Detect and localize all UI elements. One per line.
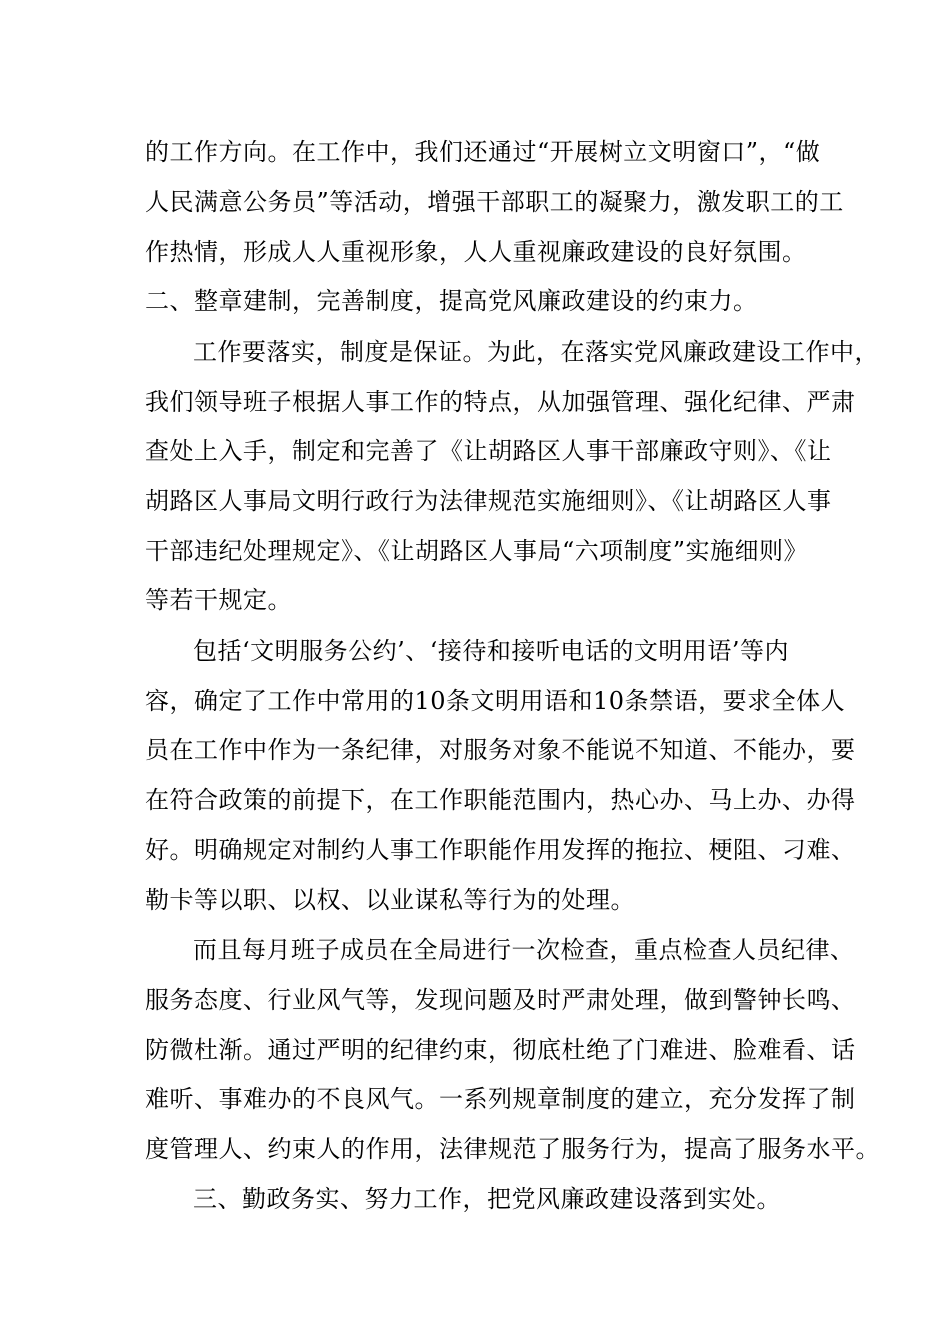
- text-line: 容，确定了工作中常用的10条文明用语和10条禁语，要求全体人: [145, 687, 846, 715]
- text-line: 度管理人、约束人的作用，法律规范了服务行为，提高了服务水平。: [145, 1135, 880, 1163]
- text-line: 作热情，形成人人重视形象，人人重视廉政建设的良好氛围。: [145, 238, 807, 266]
- text-line: 人民满意公务员”等活动，增强干部职工的凝聚力，激发职工的工: [145, 188, 844, 216]
- text-line: 在符合政策的前提下，在工作职能范围内，热心办、马上办、办得: [145, 786, 856, 814]
- paragraph-start-line: 包括‘文明服务公约’、‘接待和接听电话的文明用语’等内: [193, 637, 790, 665]
- text-line: 的工作方向。在工作中，我们还通过“开展树立文明窗口”，“做: [145, 138, 821, 166]
- paragraph-start-line: 工作要落实，制度是保证。为此，在落实党风廉政建设工作中，: [193, 338, 879, 366]
- text-line: 好。明确规定对制约人事工作职能作用发挥的拖拉、梗阻、刁难、: [145, 836, 856, 864]
- text-line: 胡路区人事局文明行政行为法律规范实施细则》、《让胡路区人事: [145, 487, 832, 515]
- text-line: 难听、事难办的不良风气。一系列规章制度的建立，充分发挥了制: [145, 1085, 856, 1113]
- text-line: 干部违纪处理规定》、《让胡路区人事局“六项制度”实施细则》: [145, 537, 809, 565]
- section-heading: 三、勤政务实、努力工作，把党风廉政建设落到实处。: [193, 1185, 781, 1213]
- text-line: 勒卡等以职、以权、以业谋私等行为的处理。: [145, 886, 635, 914]
- text-line: 防微杜渐。通过严明的纪律约束，彻底杜绝了门难进、脸难看、话: [145, 1036, 856, 1064]
- text-line: 我们领导班子根据人事工作的特点，从加强管理、强化纪律、严肃: [145, 388, 856, 416]
- text-line: 查处上入手，制定和完善了《让胡路区人事干部廉政守则》、《让: [145, 437, 832, 465]
- section-heading: 二、整章建制，完善制度，提高党风廉政建设的约束力。: [145, 287, 758, 315]
- text-line: 等若干规定。: [145, 586, 292, 614]
- text-line: 服务态度、行业风气等，发现问题及时严肃处理，做到警钟长鸣、: [145, 986, 856, 1014]
- text-line: 员在工作中作为一条纪律，对服务对象不能说不知道、不能办，要: [145, 736, 856, 764]
- paragraph-start-line: 而且每月班子成员在全局进行一次检查，重点检查人员纪律、: [193, 936, 855, 964]
